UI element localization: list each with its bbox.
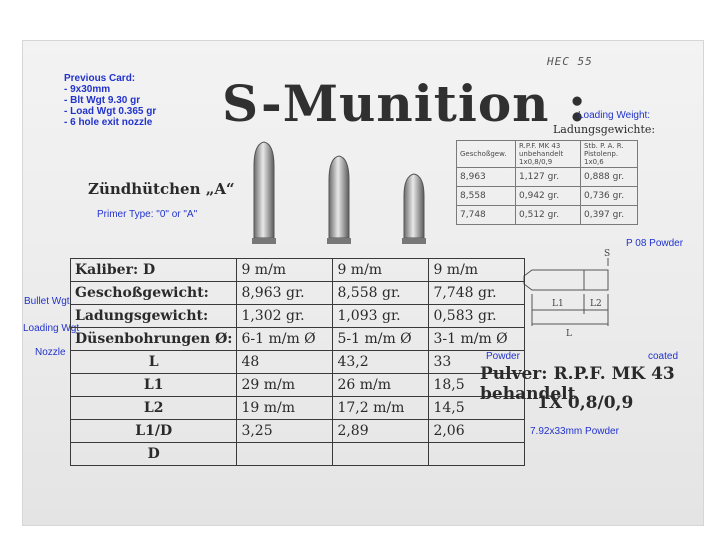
- table-cell: 17,2 m/m: [333, 397, 429, 420]
- coated-note: coated: [648, 351, 679, 362]
- table-cell: 0,512 gr.: [516, 206, 581, 225]
- table-row: [71, 374, 525, 397]
- table-cell: 14,5: [429, 397, 525, 420]
- table-cell: 43,2: [333, 351, 429, 374]
- row-label: L1: [71, 374, 237, 397]
- table-cell: 48: [237, 351, 333, 374]
- table-cell: [237, 443, 333, 466]
- previous-card-line: - Blt Wgt 9.30 gr: [64, 95, 141, 106]
- row-label: L2: [71, 397, 237, 420]
- diagram-label-l2: L2: [590, 299, 602, 309]
- table-cell: 0,583 gr.: [429, 305, 525, 328]
- table-cell: 3-1 m/m Ø: [429, 328, 525, 351]
- table-row: [71, 259, 525, 282]
- previous-card-line: - 6 hole exit nozzle: [64, 117, 153, 128]
- previous-card-line: - 9x30mm: [64, 84, 111, 95]
- document-title: S-Munition :: [222, 74, 588, 133]
- cartridge-1: [252, 142, 276, 244]
- table-cell: 2,06: [429, 420, 525, 443]
- row-label: L: [71, 351, 237, 374]
- cartridge-illustrations: [240, 138, 440, 250]
- table-cell: 7,748: [457, 206, 516, 225]
- row-label: Ladungsgewicht:: [71, 305, 237, 328]
- row-label: L1/D: [71, 420, 237, 443]
- table-cell: 26 m/m: [333, 374, 429, 397]
- table-cell: 0,397 gr.: [581, 206, 638, 225]
- table-cell: 8,963 gr.: [237, 282, 333, 305]
- nozzle-note: Nozzle: [35, 347, 66, 358]
- table-cell: 0,736 gr.: [581, 187, 638, 206]
- table-cell: 8,558: [457, 187, 516, 206]
- table-row: [71, 328, 525, 351]
- table-cell: 9 m/m: [333, 259, 429, 282]
- primer-label: Zündhütchen „A“: [88, 180, 235, 198]
- table-row: [71, 282, 525, 305]
- table-cell: 6-1 m/m Ø: [237, 328, 333, 351]
- loading-weight-table: [456, 140, 638, 225]
- row-label: Düsenbohrungen Ø:: [71, 328, 237, 351]
- table-cell: 29 m/m: [237, 374, 333, 397]
- table-cell: 1,127 gr.: [516, 168, 581, 187]
- cartridge-3: [402, 174, 426, 244]
- primer-type-note: Primer Type: "0" or "A": [97, 209, 198, 220]
- previous-card-line: - Load Wgt 0.365 gr: [64, 106, 157, 117]
- table-header: Geschoßgew.: [457, 141, 516, 168]
- loading-weight-note: Loading Weight:: [578, 110, 651, 121]
- previous-card-heading: Previous Card:: [64, 73, 136, 84]
- table-cell: 18,5: [429, 374, 525, 397]
- table-cell: 1,302 gr.: [237, 305, 333, 328]
- small-table-title: Ladungsgewichte:: [553, 123, 656, 136]
- table-cell: 9 m/m: [429, 259, 525, 282]
- ammunition-data-table: [70, 258, 525, 466]
- table-cell: [429, 443, 525, 466]
- table-cell: 5-1 m/m Ø: [333, 328, 429, 351]
- table-cell: 3,25: [237, 420, 333, 443]
- row-label: D: [71, 443, 237, 466]
- table-row: [71, 397, 525, 420]
- table-row: [457, 168, 638, 187]
- table-header: R.P.F. MK 43 unbehandelt 1x0,8/0,9: [516, 141, 581, 168]
- p08-powder-note: P 08 Powder: [626, 238, 684, 249]
- table-cell: 19 m/m: [237, 397, 333, 420]
- table-header-row: [457, 141, 638, 168]
- loading-wgt-note: Loading Wgt: [23, 323, 80, 334]
- table-row: [71, 420, 525, 443]
- powder-spec-size: 1X 0,8/0,9: [537, 393, 634, 413]
- row-label: Kaliber: D: [71, 259, 237, 282]
- table-cell: 2,89: [333, 420, 429, 443]
- table-cell: 9 m/m: [237, 259, 333, 282]
- diagram-label-l: L: [566, 329, 572, 338]
- table-row: [71, 351, 525, 374]
- powder-note: Powder: [486, 351, 520, 362]
- table-header: Stb. P. A. R. Pistolenp. 1x0,6: [581, 141, 638, 168]
- table-row: [457, 187, 638, 206]
- diagram-label-s: S: [604, 249, 611, 259]
- table-row: [71, 305, 525, 328]
- table-cell: 33: [429, 351, 525, 374]
- previous-card-note: [64, 73, 156, 128]
- powder-charge-diagram: [512, 248, 642, 338]
- table-cell: 0,942 gr.: [516, 187, 581, 206]
- bullet-wgt-note: Bullet Wgt: [24, 296, 70, 307]
- powder-spec-line: Pulver: R.P.F. MK 43 behandelt: [480, 364, 675, 404]
- cartridge-2: [327, 156, 351, 244]
- document-reference: HEC 55: [547, 55, 593, 68]
- table-cell: [333, 443, 429, 466]
- table-row: [71, 443, 525, 466]
- row-label: Geschoßgewicht:: [71, 282, 237, 305]
- table-cell: 8,558 gr.: [333, 282, 429, 305]
- table-row: [457, 206, 638, 225]
- table-cell: 0,888 gr.: [581, 168, 638, 187]
- powder-792-note: 7.92x33mm Powder: [530, 426, 619, 437]
- table-cell: 7,748 gr.: [429, 282, 525, 305]
- diagram-label-l1: L1: [552, 299, 564, 309]
- table-cell: 1,093 gr.: [333, 305, 429, 328]
- table-cell: 8,963: [457, 168, 516, 187]
